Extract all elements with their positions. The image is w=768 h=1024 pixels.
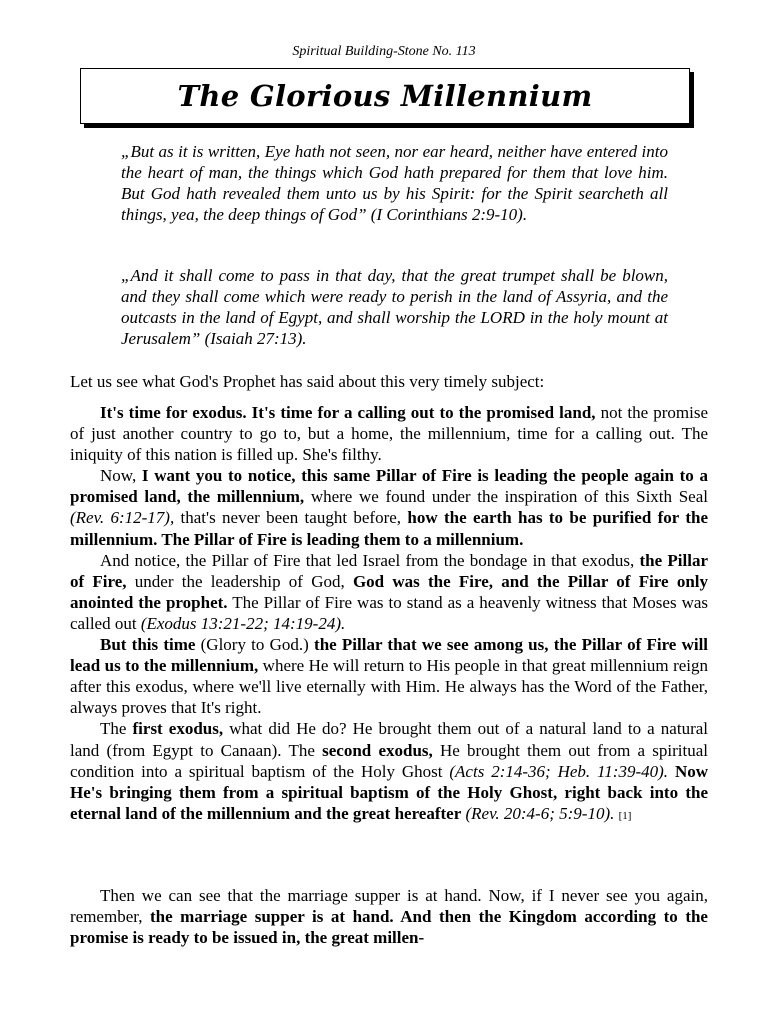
series-label: Spiritual Building-Stone No. 113 bbox=[292, 44, 476, 59]
bold-text: the Pillar of Fire, bbox=[70, 550, 708, 591]
text: where we found under the inspiration of this Sixth Seal bbox=[304, 487, 708, 507]
scripture-quote-1: „But as it is written, Eye hath not seen, nor ear heard, neither have entered into the heart of man, the things which God hath prepared for them that love him. But God hath revealed them unto us by his Spirit: for the Spirit searcheth all things, yea, the deep things of God” (I Corinthians 2:9-10). bbox=[121, 142, 668, 224]
bold-text: first exodus, bbox=[132, 719, 224, 739]
scripture-reference: (Rev. 6:12-17), bbox=[70, 508, 175, 528]
text: under the leadership of God, bbox=[126, 571, 353, 591]
text: what did He do? He brought them out of a natural land to a natural land (from Egypt to Canaan). The bbox=[70, 719, 708, 760]
text: not the promise of just another country to go to, but a home, the millennium, time for a calling out. The iniquity of this nation is filled up. She's filthy. bbox=[70, 403, 708, 465]
paragraph-1 bbox=[70, 402, 708, 465]
scripture-reference: (Acts 2:14-36; Heb. 11:39-40). bbox=[449, 761, 669, 781]
bold-text: It's time for exodus. It's time for a calling out to the promised land, bbox=[100, 403, 596, 422]
text: The Pillar of Fire was to stand as a heavenly witness that Moses was called out bbox=[70, 592, 709, 633]
text: where He will return to His people in that great millennium reign after this exodus, where we'll live eternally with Him. He always has the Word of the Father, always proves that It's right. bbox=[70, 656, 708, 718]
bold-text: second exodus, bbox=[322, 740, 433, 760]
bold-text: Now He's bringing them from a spiritual baptism of the Holy Ghost, right back into the eternal land of the millennium and the great hereafter bbox=[70, 761, 708, 823]
footnote-marker: [1] bbox=[618, 809, 632, 822]
text: And notice, the Pillar of Fire that led Israel from the bondage in that exodus, bbox=[100, 550, 640, 570]
bold-text: God was the Fire, and the Pillar of Fire only anointed the prophet. bbox=[70, 571, 708, 612]
bold-text: the marriage supper is at hand. And then the Kingdom according to the promise is ready to be issued in, the great millen- bbox=[70, 907, 708, 948]
bold-text: the Pillar that we see among us, the Pillar of Fire will lead us to the millennium, bbox=[70, 635, 709, 676]
closing-text bbox=[70, 885, 708, 948]
scripture-reference: (Rev. 20:4-6; 5:9-10). bbox=[465, 803, 615, 823]
bold-text: I want you to notice, this same Pillar of Fire is leading the people again to a promised land, the millennium, bbox=[70, 466, 708, 507]
bold-text: But this time bbox=[100, 635, 196, 655]
scripture-reference: (Exodus 13:21-22; 14:19-24). bbox=[140, 613, 346, 633]
text bbox=[668, 762, 675, 781]
main-text bbox=[70, 402, 708, 827]
paragraph-5 bbox=[70, 718, 708, 826]
text: Then we can see that the marriage supper is at hand. Now, if I never see you again, remember, bbox=[70, 886, 708, 927]
paragraph-2 bbox=[70, 465, 708, 549]
bold-text: how the earth has to be purified for the millennium. The Pillar of Fire is leading them to a millennium. bbox=[70, 508, 709, 549]
document-title: The Glorious Millennium bbox=[177, 79, 593, 113]
paragraph-6 bbox=[70, 885, 708, 948]
text: (Glory to God.) bbox=[195, 635, 315, 655]
text: that's never been taught before, bbox=[174, 508, 408, 528]
text: Now, bbox=[100, 466, 142, 486]
text: The bbox=[100, 719, 133, 739]
title-box bbox=[80, 68, 690, 124]
paragraph-4 bbox=[70, 634, 708, 718]
paragraph-3 bbox=[70, 550, 708, 634]
scripture-quote-2: „And it shall come to pass in that day, that the great trumpet shall be blown, and they shall come which were ready to perish in the land of Assyria, and the outcasts in the land of Egypt, and shall worship the LORD in the holy mount at Jerusalem” (Isaiah 27:13). bbox=[121, 266, 668, 348]
intro-line: Let us see what God's Prophet has said about this very timely subject: bbox=[70, 372, 545, 391]
text: He brought them out from a spiritual condition into a spiritual baptism of the Holy Ghost bbox=[70, 740, 708, 781]
